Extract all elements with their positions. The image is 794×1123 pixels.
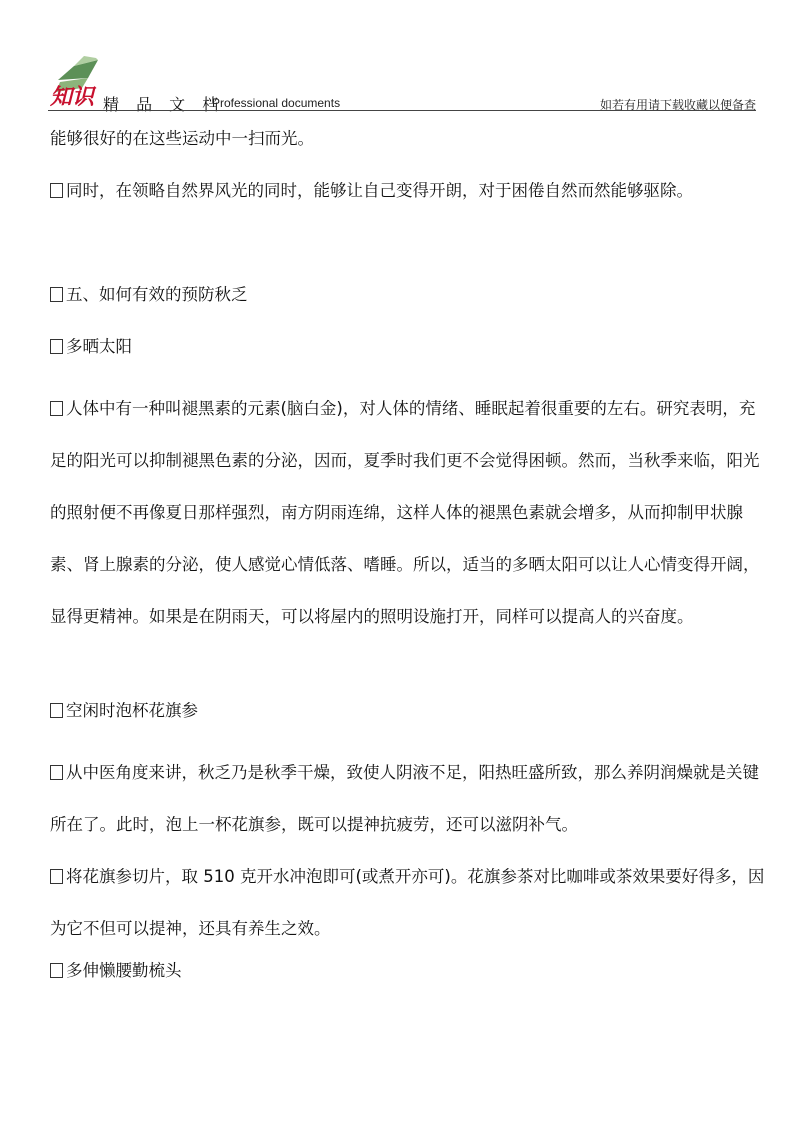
placeholder-box-icon bbox=[50, 963, 63, 978]
header-divider bbox=[48, 110, 756, 111]
header-subtitle: Professional documents bbox=[212, 96, 341, 110]
section-heading: 五、如何有效的预防秋乏 bbox=[50, 279, 770, 310]
placeholder-box-icon bbox=[50, 869, 63, 884]
book-logo-icon bbox=[48, 52, 106, 108]
placeholder-box-icon bbox=[50, 287, 63, 302]
header-title: 精 品 文 档 bbox=[103, 95, 225, 114]
placeholder-box-icon bbox=[50, 401, 63, 416]
subheading: 多晒太阳 bbox=[50, 331, 770, 362]
placeholder-box-icon bbox=[50, 339, 63, 354]
paragraph: 能够很好的在这些运动中一扫而光。 bbox=[50, 129, 314, 148]
header-download-note: 如若有用请下载收藏以便备查 bbox=[599, 98, 756, 112]
paragraph: 从中医角度来讲，秋乏乃是秋季干燥，致使人阴液不足，阳热旺盛所致，那么养阴润燥就是关键所在了。此时，泡上一杯花旗参，既可以提神抗疲劳，还可以滋阴补气。 bbox=[50, 763, 759, 834]
placeholder-box-icon bbox=[50, 183, 63, 198]
placeholder-box-icon bbox=[50, 765, 63, 780]
subheading: 多伸懒腰勤梳头 bbox=[50, 955, 770, 986]
svg-text:知识: 知识 bbox=[50, 84, 95, 108]
paragraph: 将花旗参切片，取 510 克开水冲泡即可(或煮开亦可)。花旗参茶对比咖啡或茶效果要好得多，因为它不但可以提神，还具有养生之效。 bbox=[50, 867, 765, 938]
subheading: 空闲时泡杯花旗参 bbox=[50, 695, 770, 726]
paragraph: 人体中有一种叫褪黑素的元素(脑白金)，对人体的情绪、睡眠起着很重要的左右。研究表明，充足的阳光可以抑制褪黑色素的分泌，因而，夏季时我们更不会觉得困顿。然而，当秋季来临，阳光的照射便不再像夏日那样强烈，南方阴雨连绵，这样人体的褪黑色素就会增多，从而抑制甲状腺素、肾上腺素的分泌，使人感觉心情低落、嗜睡。所以，适当的多晒太阳可以让人心情变得开阔，显得更精神。如果是在阴雨天，可以将屋内的照明设施打开，同样可以提高人的兴奋度。 bbox=[50, 399, 760, 626]
paragraph: 同时，在领略自然界风光的同时，能够让自己变得开朗，对于困倦自然而然能够驱除。 bbox=[50, 175, 770, 206]
placeholder-box-icon bbox=[50, 703, 63, 718]
page-header bbox=[48, 52, 756, 112]
